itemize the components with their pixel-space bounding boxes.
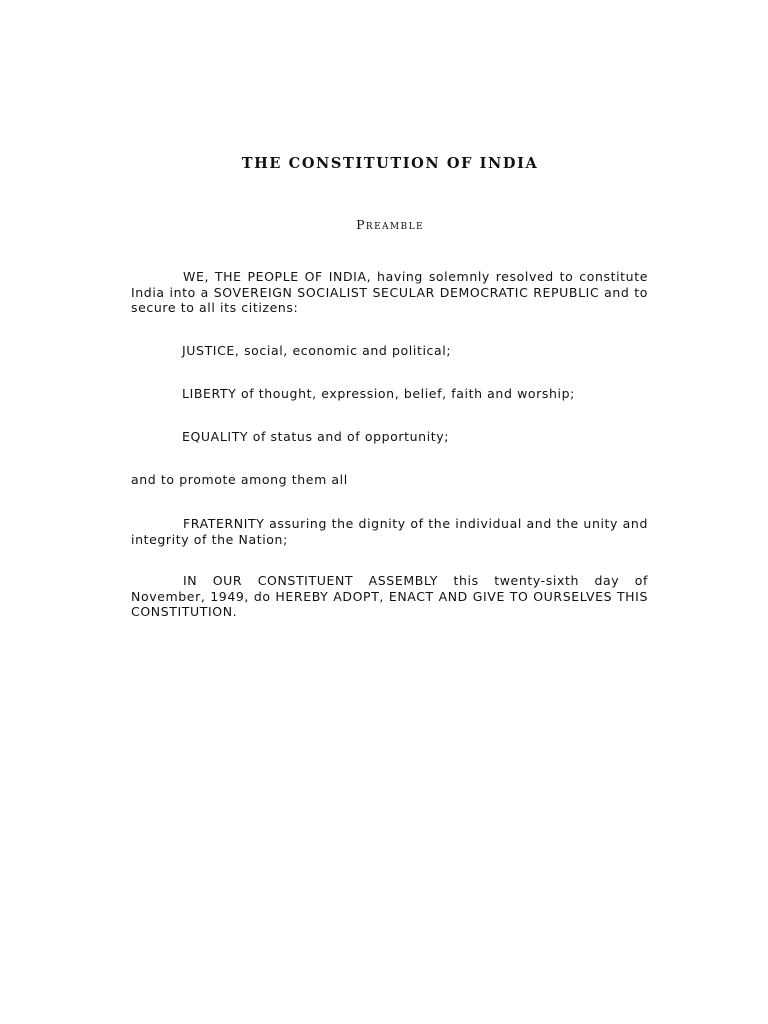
paragraph-equality: EQUALITY of status and of opportunity;	[182, 429, 450, 444]
document-title: THE CONSTITUTION OF INDIA	[241, 155, 539, 172]
paragraph-we-the-people: WE, THE PEOPLE OF INDIA, having solemnly resolved to constitute India into a SOVEREIGN SOCIALIST SECULAR DEMOCRATIC REPUBLIC and to secure to all its citizens:	[131, 269, 648, 315]
paragraph-constituent-assembly: IN OUR CONSTITUENT ASSEMBLY this twenty-sixth day of November, 1949, do HEREBY ADOPT, ENACT AND GIVE TO OURSELVES THIS CONSTITUTION.	[131, 573, 648, 619]
paragraph-liberty: LIBERTY of thought, expression, belief, faith and worship;	[182, 386, 575, 401]
paragraph-fraternity: FRATERNITY assuring the dignity of the individual and the unity and integrity of the Nation;	[131, 516, 648, 547]
paragraph-promote: and to promote among them all	[131, 472, 348, 487]
preamble-heading: Preamble	[356, 217, 424, 232]
paragraph-justice: JUSTICE, social, economic and political;	[182, 343, 452, 358]
